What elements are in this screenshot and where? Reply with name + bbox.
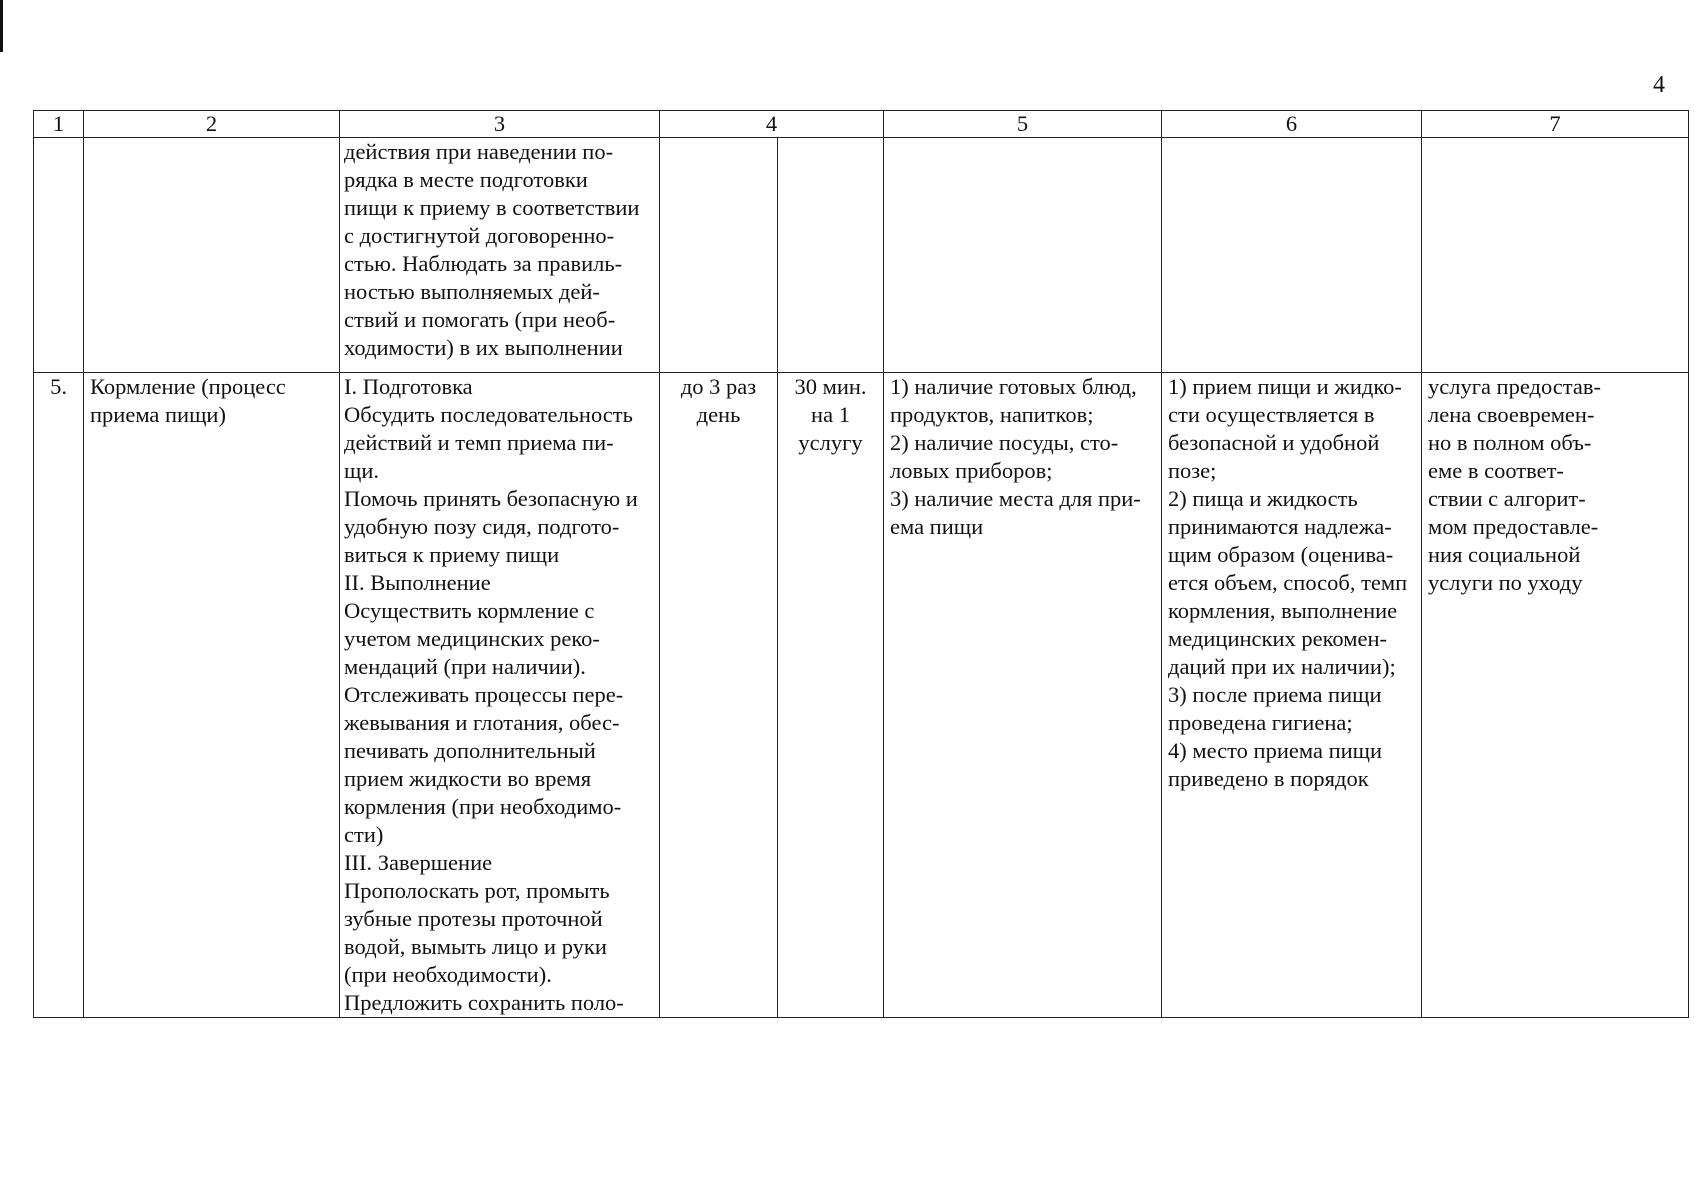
duration-text: 30 мин. на 1 услугу [794,374,867,455]
indicators-cell [1162,373,1422,1018]
page-number: 4 [1653,72,1665,98]
conditions-cell [884,373,1162,1018]
header-col-2: 2 [84,111,340,138]
duration-cell [778,373,884,1018]
row-number [34,373,84,1018]
header-col-6: 6 [1162,111,1422,138]
cont-cell-indicators [1162,138,1422,373]
cont-cell-procedure [340,138,660,373]
indicators-text: 1) прием пищи и жидко- сти осуществляется в безопасной и удобной позе; 2) пища и жидкость принимаются надлежа- щим образом (оценива- ется объем, способ, темп кормления, выполнение медицинских рекомен- даций при их наличии); 3) после приема пищи проведена гигиена; 4) место приема пищи приведено в порядок [1168,374,1408,791]
cont-procedure-text: действия при наведении по- рядка в месте подготовки пищи к приему в соответствии с достигнутой договоренно- стью. Наблюдать за правиль- ностью выполняемых дей- ствий и помогать (при необ- ходимости) в их выполнении [344,139,640,360]
service-standard-table [33,110,1689,1018]
cont-cell-frequency [660,138,778,373]
cont-cell-name [84,138,340,373]
header-col-4: 4 [660,111,884,138]
service-row-5 [34,373,1689,1018]
header-col-5: 5 [884,111,1162,138]
row-number-text: 5. [50,374,67,399]
procedure-text: I. Подготовка Обсудить последовательность действий и темп приема пи- щи. Помочь принять безопасную и удобную позу сидя, подгото- виться к приему пищи II. Выполнение Осуществить кормление с учетом медицинских реко- мендаций (при наличии). Отслеживать процессы пере- жевывания и глотания, обес- печивать дополнительный прием жидкости во время кормления (при необходимо- сти) III. Завершение Прополоскать рот, промыть зубные протезы проточной водой, вымыть лицо и руки (при необходимости). Предложить сохранить поло- [344,374,638,1015]
procedure-cell [340,373,660,1018]
header-col-3: 3 [340,111,660,138]
cont-cell-conditions [884,138,1162,373]
evaluation-cell [1422,373,1689,1018]
header-row [34,111,1689,138]
scan-edge-mark [0,0,3,52]
service-name-cell [84,373,340,1018]
header-col-7: 7 [1422,111,1689,138]
header-col-1: 1 [34,111,84,138]
frequency-text: до 3 раз день [680,374,757,427]
cont-cell-num [34,138,84,373]
evaluation-text: услуга предостав- лена своевремен- но в полном объ- еме в соответ- ствии с алгорит- мом предоставле- ния социальной услуги по уходу [1428,374,1601,595]
cont-cell-evaluation [1422,138,1689,373]
service-name-text: Кормление (процесс приема пищи) [90,374,286,427]
continuation-row [34,138,1689,373]
cont-cell-duration [778,138,884,373]
frequency-cell [660,373,778,1018]
conditions-text: 1) наличие готовых блюд, продуктов, напитков; 2) наличие посуды, сто- ловых приборов; 3) наличие места для при- ема пищи [890,374,1141,539]
